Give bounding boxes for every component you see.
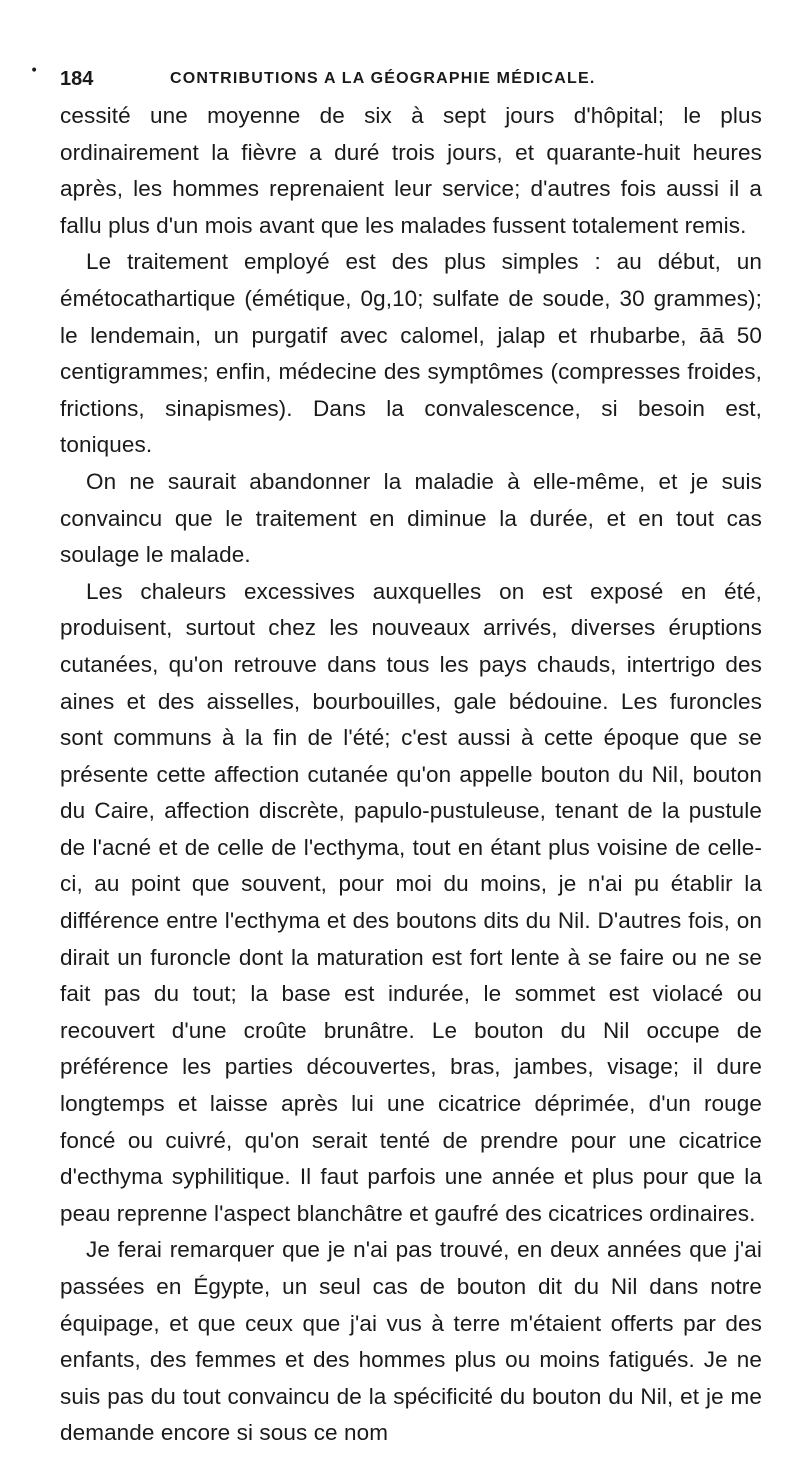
body-text: [60, 98, 762, 1452]
paragraph-eruptions: Les chaleurs excessives auxquelles on est exposé en été, produisent, surtout chez les nouveaux arrivés, diverses éruptions cutanées, qu'on retrouve dans tous les pays chauds, intertrigo des aines et des aisselles, bourbouilles, gale bédouine. Les furoncles sont communs à la fin de l'été; c'est aussi à cette époque que se présente cette affection cutanée qu'on appelle bouton du Nil, bouton du Caire, affection discrète, papulo-pustuleuse, tenant de la pustule de l'acné et de celle de l'ecthyma, tout en étant plus voisine de celle-ci, au point que souvent, pour moi du moins, je n'ai pu établir la différence entre l'ecthyma et des boutons dits du Nil. D'autres fois, on dirait un furoncle dont la maturation est fort lente à se faire ou ne se fait pas du tout; la base est indurée, le sommet est violacé ou recouvert d'une croûte brunâtre. Le bouton du Nil occupe de préférence les parties découvertes, bras, jambes, visage; il dure longtemps et laisse après lui une cicatrice déprimée, d'un rouge foncé ou cuivré, qu'on serait tenté de prendre pour une cicatrice d'ecthyma syphilitique. Il faut parfois une année et plus pour que la peau reprenne l'aspect blanchâtre et gaufré des cicatrices ordinaires.: [60, 578, 762, 1226]
margin-mark: •: [30, 63, 39, 79]
paragraph-continued: cessité une moyenne de six à sept jours d'hôpital; le plus ordinairement la fièvre a duré trois jours, et quarante-huit heures après, les hommes reprenaient leur service; d'autres fois aussi il a fallu plus d'un mois avant que les malades fussent totalement remis.: [60, 103, 762, 238]
paragraph-conviction: On ne saurait abandonner la maladie à elle-même, et je suis convaincu que le traitement en diminue la durée, et en tout cas soulage le malade.: [60, 468, 762, 568]
paragraph-treatment: Le traitement employé est des plus simples : au début, un émétocathartique (émétique, 0g,10; sulfate de soude, 30 grammes); le lendemain, un purgatif avec calomel, jalap et rhubarbe, āā 50 centigrammes; enfin, médecine des symptômes (compresses froides, frictions, sinapismes). Dans la convalescence, si besoin est, toniques.: [60, 249, 762, 458]
page-number: 184: [60, 68, 94, 90]
running-title: CONTRIBUTIONS A LA GÉOGRAPHIE MÉDICALE.: [170, 70, 596, 87]
running-head: [60, 66, 762, 92]
paragraph-remark: Je ferai remarquer que je n'ai pas trouvé, en deux années que j'ai passées en Égypte, un seul cas de bouton dit du Nil dans notre équipage, et que ceux que j'ai vus à terre m'étaient offerts par des enfants, des femmes et des hommes plus ou moins fatigués. Je ne suis pas du tout convaincu de la spécificité du bouton du Nil, et je me demande encore si sous ce nom: [60, 1237, 762, 1446]
